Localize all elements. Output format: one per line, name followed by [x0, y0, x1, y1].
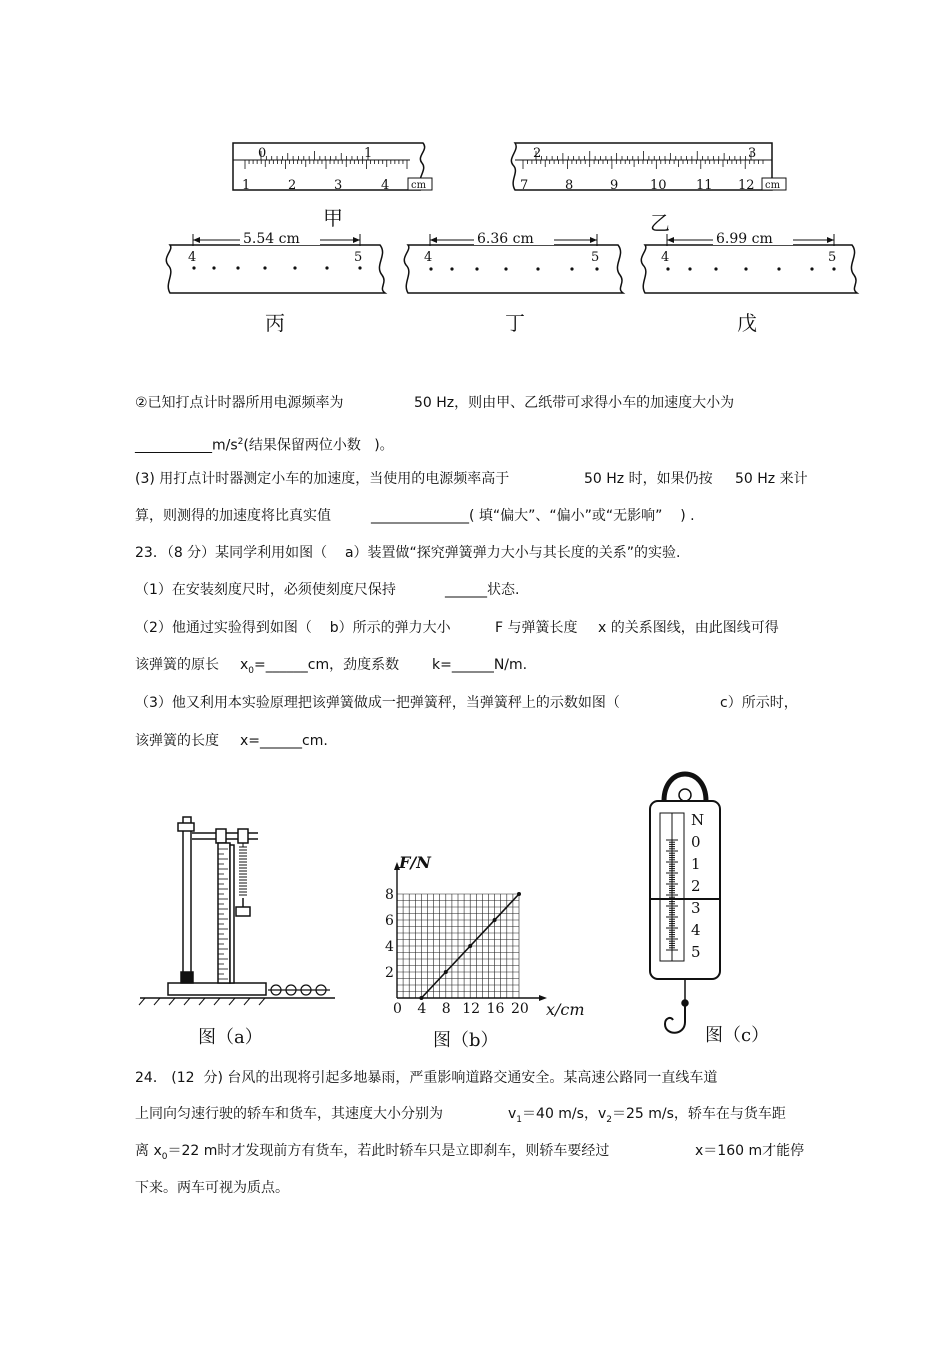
- x-tick-label: 4: [417, 1001, 427, 1017]
- wu-length: 6.99 cm: [716, 231, 773, 247]
- ding-left: 4: [424, 250, 433, 265]
- text-line-9b: c）所示时，: [720, 695, 798, 711]
- data-point: [493, 918, 497, 922]
- text-line-6: （1）在安装刻度尺时，必须使刻度尺保持: [135, 582, 396, 598]
- yi-bot-9: 9: [610, 178, 619, 193]
- text-line-6b: ______状态.: [445, 582, 520, 598]
- yi-top-3: 3: [748, 146, 757, 161]
- text-line-14: 下来。两车可视为质点。: [135, 1180, 289, 1196]
- data-point: [517, 892, 521, 896]
- text-line-2: $\_\_\_\_\_\_\_\_\_\_\_m/s^2$(结果保留两位小数 )。: [135, 437, 394, 454]
- scale-label-3: 3: [691, 899, 701, 917]
- yi-unit: cm: [765, 180, 781, 191]
- text-line-10: 该弹簧的长度: [135, 733, 219, 749]
- scale-label-2: 2: [691, 877, 701, 895]
- yi-bot-10: 10: [650, 178, 667, 193]
- question-24: 24． (12 分) 台风的出现将引起多地暴雨，严重影响道路交通安全。某高速公路同一直线车道: [135, 1070, 718, 1086]
- text-line-13c: x＝160 m才能停: [695, 1143, 805, 1159]
- y-tick-label: 2: [385, 965, 394, 981]
- yi-top-2: 2: [533, 146, 542, 161]
- bing-left: 4: [188, 250, 197, 265]
- text-line-13: 离 $x_0=22$ m时才发现前方有货车，若此时轿车只是立即刹车，则轿车要经过: [135, 1143, 610, 1162]
- text-line-8: 该弹簧的原长: [135, 657, 219, 673]
- jia-bot-1: 1: [242, 178, 251, 193]
- f-x-chart: [385, 853, 585, 1019]
- text-line-12b: $v_1=40$ m/s，$v_2=25$ m/s，轿车在与货车距: [508, 1106, 786, 1125]
- text-line-4: 算，则测得的加速度将比真实值: [135, 508, 331, 524]
- scale-label-N: N: [691, 811, 705, 829]
- text-line-7b: F 与弹簧长度: [495, 620, 578, 636]
- caption-wu: 戊: [737, 311, 757, 335]
- caption-ding: 丁: [505, 311, 525, 335]
- text-line-9: （3）他又利用本实验原理把该弹簧做成一把弹簧秤，当弹簧秤上的示数如图（: [135, 695, 620, 711]
- ruler-jia: [233, 143, 432, 193]
- text-line-8b: $x_0=\_\_\_\_\_\_cm$，劲度系数: [240, 657, 400, 676]
- scale-label-5: 5: [691, 943, 701, 961]
- jia-bot-3: 3: [334, 178, 343, 193]
- yi-bot-11: 11: [696, 178, 713, 193]
- text-line-3: (3) 用打点计时器测定小车的加速度，当使用的电源频率高于: [135, 471, 510, 487]
- jia-bot-4: 4: [381, 178, 390, 193]
- x-tick-label: 8: [441, 1001, 451, 1017]
- y-tick-label: 6: [385, 913, 394, 929]
- text-line-1b: 50 Hz，则由甲、乙纸带可求得小车的加速度大小为: [414, 395, 735, 411]
- x-tick-label: 12: [462, 1001, 481, 1017]
- jia-top-1: 1: [364, 146, 373, 161]
- x-tick-label: 16: [486, 1001, 505, 1017]
- y-tick-label: 4: [385, 939, 394, 955]
- bottom-figure: [0, 765, 950, 1065]
- tape-wu: [641, 231, 857, 293]
- x-tick-label: 0: [393, 1001, 402, 1017]
- yi-bot-7: 7: [520, 178, 529, 193]
- text-line-1: ②已知打点计时器所用电源频率为: [135, 395, 344, 411]
- jia-bot-2: 2: [288, 178, 297, 193]
- caption-bing: 丙: [265, 311, 285, 335]
- wu-right: 5: [828, 250, 837, 265]
- x-tick-label: 20: [511, 1001, 529, 1017]
- caption-a: 图（a）: [198, 1027, 263, 1048]
- data-point: [419, 996, 423, 1000]
- text-line-12: 上同向匀速行驶的轿车和货车，其速度大小分别为: [135, 1106, 443, 1122]
- top-figure: [0, 0, 950, 345]
- data-point: [444, 970, 448, 974]
- data-point: [468, 944, 472, 948]
- yi-bot-12: 12: [738, 178, 755, 193]
- tape-ding: [404, 231, 623, 293]
- y-axis-label: F/N: [399, 853, 431, 872]
- text-line-7c: x 的关系图线，由此图线可得: [598, 620, 779, 636]
- bing-length: 5.54 cm: [243, 231, 300, 247]
- caption-c: 图（c）: [705, 1025, 770, 1046]
- scale-label-4: 4: [691, 921, 701, 939]
- text-line-7: （2）他通过实验得到如图（ b）所示的弹力大小: [135, 620, 451, 636]
- text-line-3b: 50 Hz 时，如果仍按: [584, 471, 713, 487]
- ruler-yi: [511, 143, 786, 193]
- caption-yi: 乙: [650, 211, 670, 235]
- caption-jia: 甲: [323, 206, 343, 230]
- tape-bing: [166, 231, 385, 293]
- text-line-4b: ______________( 填“偏大”、“偏小”或“无影响” ) .: [371, 508, 695, 524]
- ding-right: 5: [591, 250, 600, 265]
- jia-top-0: 0: [258, 146, 267, 161]
- stand-apparatus: [139, 817, 335, 1005]
- text-line-10b: x=______cm.: [240, 733, 328, 749]
- scale-label-0: 0: [691, 833, 701, 851]
- spring-scale: [650, 774, 720, 1033]
- scale-label-1: 1: [691, 855, 701, 873]
- question-23: 23．（8 分）某同学利用如图（ a）装置做“探究弹簧弹力大小与其长度的关系”的实验.: [135, 545, 681, 561]
- x-axis-label: x/cm: [546, 1000, 585, 1019]
- chain-decoration: [268, 985, 330, 995]
- wu-left: 4: [661, 250, 670, 265]
- ding-length: 6.36 cm: [477, 231, 534, 247]
- yi-bot-8: 8: [565, 178, 574, 193]
- bing-right: 5: [354, 250, 363, 265]
- caption-b: 图（b）: [433, 1030, 499, 1051]
- text-line-3c: 50 Hz 来计: [735, 471, 808, 487]
- text-line-8d: k=______N/m.: [432, 657, 528, 673]
- y-tick-label: 8: [385, 887, 394, 903]
- jia-unit: cm: [411, 180, 427, 191]
